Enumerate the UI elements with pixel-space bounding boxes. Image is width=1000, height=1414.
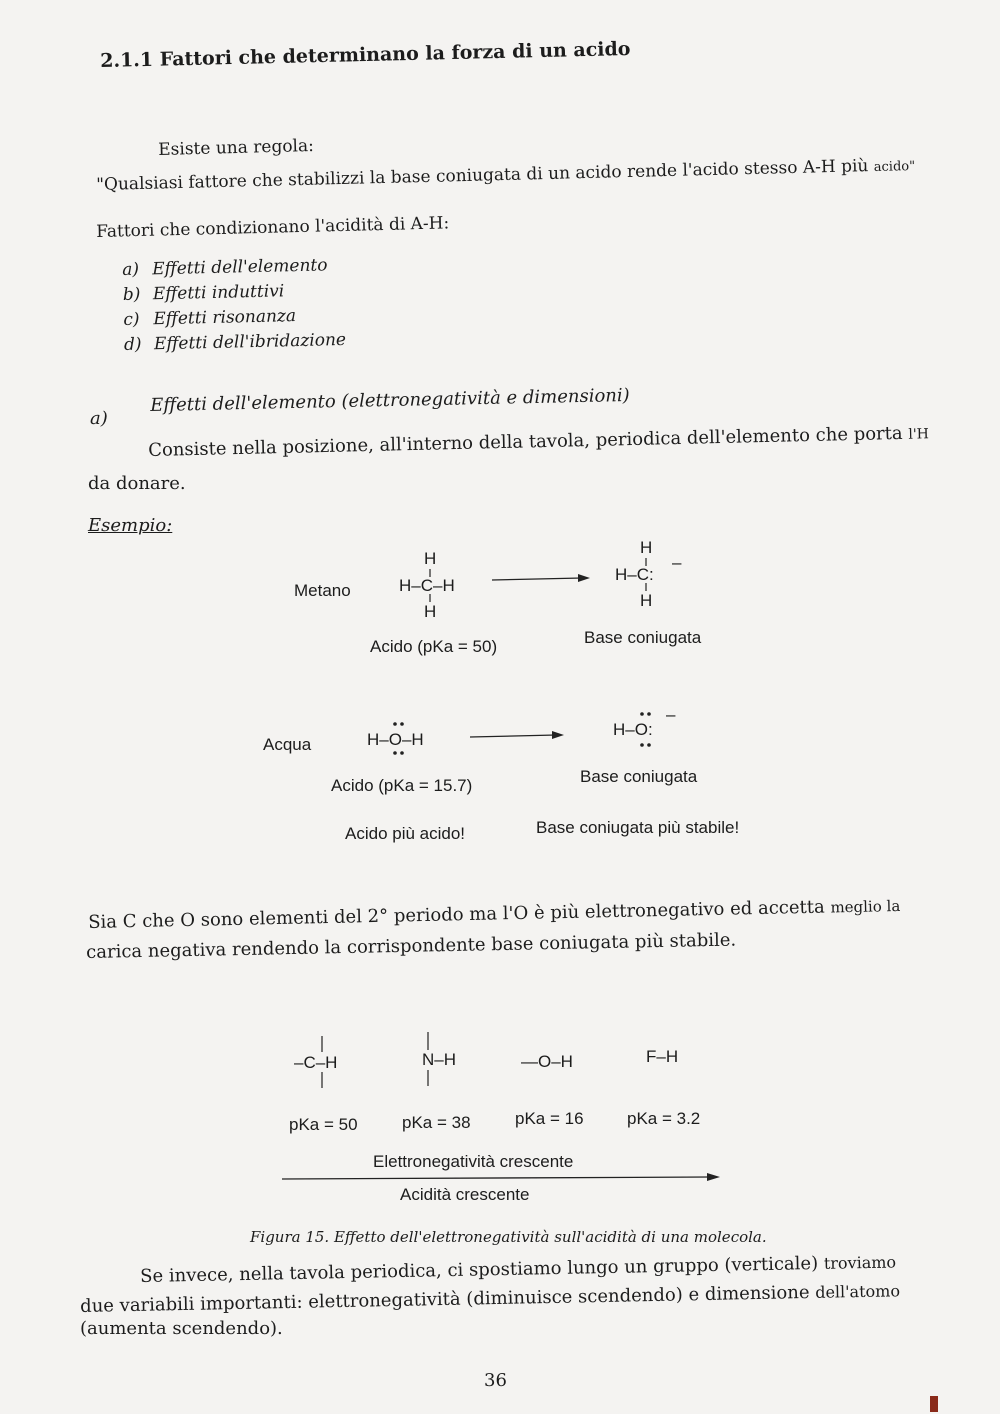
water-note-base: Base coniugata più stabile!: [536, 818, 740, 837]
water-formula: H–O–H: [367, 730, 424, 749]
group-fh-formula: F–H: [646, 1047, 679, 1066]
section-heading: 2.1.1 Fattori che determinano la forza di un acido: [100, 37, 631, 72]
trend-label-bottom: Acidità crescente: [400, 1185, 530, 1204]
pka-nh: pKa = 38: [402, 1113, 471, 1132]
section-a-title: Effetti dell'elemento (elettronegatività e dimensioni): [150, 384, 630, 416]
water-acid-label: Acido (pKa = 15.7): [331, 776, 473, 795]
arrow-head: [552, 731, 564, 739]
lone-pair-dot: [393, 751, 397, 755]
lone-pair-dot: [393, 722, 397, 726]
lone-pair-dot: [400, 722, 404, 726]
paragraph-2-line2: carica negativa rendendo la corrispondente base coniugata più stabile.: [86, 929, 737, 963]
lone-pair-dot: [647, 743, 651, 747]
lone-pair-dot: [640, 743, 644, 747]
para-tail: troviamo: [823, 1252, 897, 1273]
list-text: Effetti dell'ibridazione: [153, 329, 347, 355]
methane-base-charge: –: [672, 553, 682, 572]
arrow-head: [578, 574, 590, 582]
para-text: due variabili importanti: elettronegatività (diminuisce scendendo) e dimensione: [80, 1281, 810, 1317]
para-tail: dell'atomo: [815, 1281, 901, 1302]
methane-h-bottom: H: [424, 602, 437, 621]
list-text: Effetti induttivi: [152, 281, 285, 305]
list-letter: d): [123, 334, 142, 355]
corner-mark: [930, 1396, 938, 1412]
methane-base-h-bottom: H: [640, 591, 653, 610]
methane-name: Metano: [294, 581, 351, 600]
section-a-letter: a): [90, 408, 108, 429]
list-letter: c): [123, 309, 140, 330]
para-tail: meglio la: [830, 896, 901, 917]
lone-pair-dot: [647, 712, 651, 716]
lone-pair-dot: [640, 712, 644, 716]
figure-caption: Figura 15. Effetto dell'elettronegatività sull'acidità di una molecola.: [250, 1228, 767, 1246]
paragraph-3-line3: (aumenta scendendo).: [80, 1318, 283, 1339]
pka-ch: pKa = 50: [289, 1115, 358, 1134]
reaction-arrow: [470, 735, 556, 737]
list-letter: a): [122, 259, 140, 280]
water-name: Acqua: [263, 735, 312, 754]
para-text: Consiste nella posizione, all'interno della tavola, periodica dell'elemento che porta: [148, 422, 903, 461]
methane-base-label: Base coniugata: [584, 628, 702, 647]
water-base-charge: –: [666, 705, 676, 724]
list-letter: b): [122, 284, 141, 305]
methane-base-formula: H–C:: [615, 565, 654, 584]
pka-oh: pKa = 16: [515, 1109, 584, 1128]
lone-pair-dot: [400, 751, 404, 755]
page-number: 36: [484, 1370, 507, 1391]
example-label: Esempio:: [88, 515, 173, 536]
rule-intro: Esiste una regola:: [158, 135, 315, 160]
water-note-acid: Acido più acido!: [345, 824, 466, 843]
para-tail: l'H: [908, 426, 930, 443]
para-text: Sia C che O sono elementi del 2° periodo ma l'O è più elettronegativo ed accetta: [88, 896, 825, 933]
para-text: Se invece, nella tavola periodica, ci spostiamo lungo un gruppo (verticale): [140, 1252, 819, 1287]
list-text: Effetti risonanza: [153, 306, 297, 330]
methane-acid-label: Acido (pKa = 50): [370, 637, 498, 656]
pka-fh: pKa = 3.2: [627, 1109, 701, 1128]
water-base-label: Base coniugata: [580, 767, 698, 786]
group-oh-formula: —O–H: [521, 1052, 573, 1071]
group-ch-formula: –C–H: [294, 1053, 338, 1072]
reaction-arrow: [492, 578, 582, 580]
trend-arrow: [282, 1177, 710, 1179]
methane-formula: H–C–H: [399, 576, 455, 595]
group-nh-formula: N–H: [422, 1050, 457, 1069]
methane-h-top: H: [424, 549, 437, 568]
water-base-formula: H–O:: [613, 720, 653, 739]
rule-statement-tail: acido": [873, 158, 916, 175]
section-a-para-line2: da donare.: [88, 473, 186, 494]
arrow-head: [707, 1173, 720, 1181]
methane-base-h-top: H: [640, 538, 653, 557]
list-text: Effetti dell'elemento: [152, 255, 328, 280]
rule-statement-main: "Qualsiasi fattore che stabilizzi la base coniugata di un acido rende l'acido stesso A-H più: [96, 156, 869, 195]
trend-label-top: Elettronegatività crescente: [373, 1152, 574, 1171]
factors-intro: Fattori che condizionano l'acidità di A-H:: [96, 213, 450, 242]
